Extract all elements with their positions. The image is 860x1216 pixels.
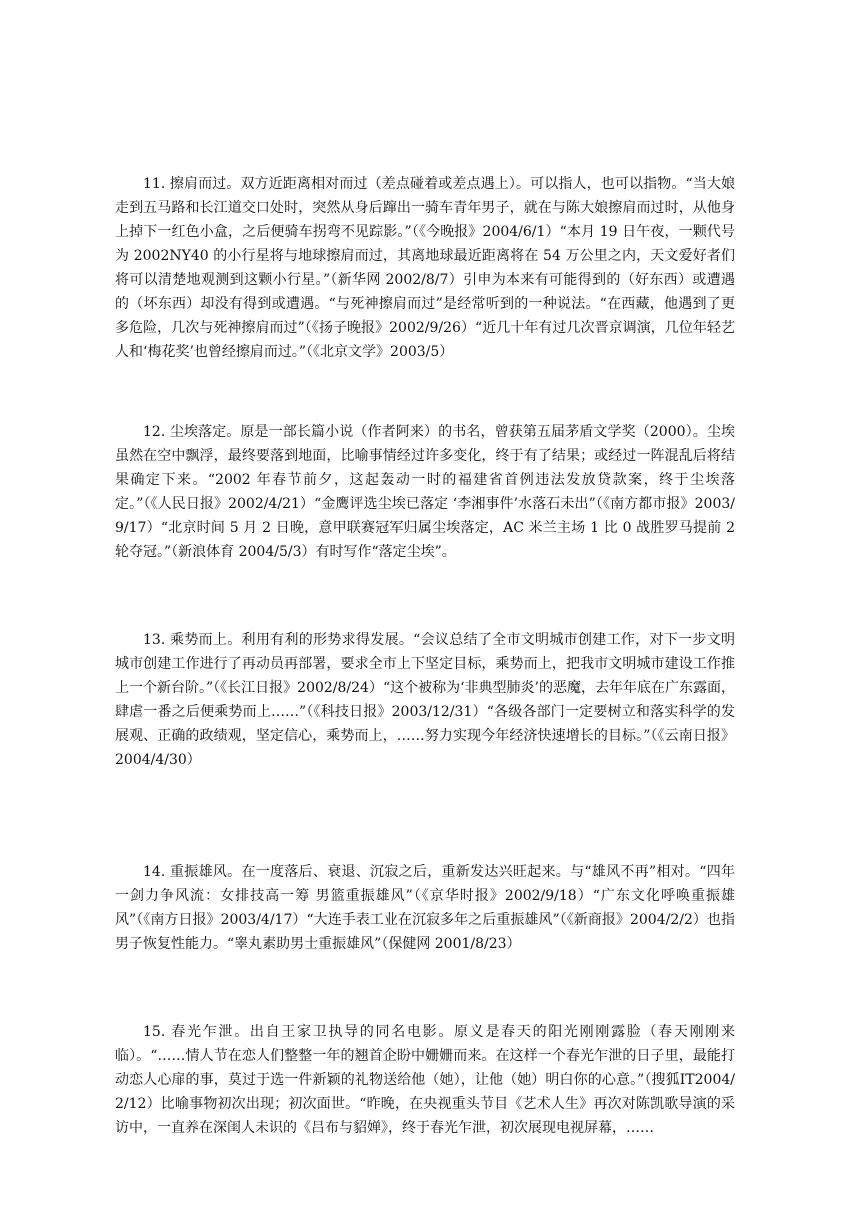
entry-13-paragraph: 13. 乘势而上。利用有利的形势求得发展。“会议总结了全市文明城市创建工作，对下一步文明城市创建工作进行了再动员再部署，要求全市上下坚定目标，乘势而上，把我市文明城市建设工作推上一个新台阶。”（《长江日报》2002/8/24）“这个被称为‘非典型肺炎’的恶魔，去年年底在广东露面，肆虐一番之后便乘势而上……”（《科技日报》2003/12/31）“各级各部门一定要树立和落实科学的发展观、正确的政绩观，坚定信心，乘势而上，……努力实现今年经济快速增长的目标。”（《云南日报》2004/4/30） (115, 632, 735, 768)
entry-15-paragraph: 15. 春光乍泄。出自王家卫执导的同名电影。原义是春天的阳光刚刚露脸（春天刚刚来临）。“……情人节在恋人们整整一年的翘首企盼中姗姗而来。在这样一个春光乍泄的日子里，最能打动恋人心扉的事，莫过于选一件新颖的礼物送给他（她），让他（她）明白你的心意。”（搜狐IT2004/2/12）比喻事物初次出现；初次面世。“昨晚，在央视重头节目《艺术人生》再次对陈凯歌导演的采访中，一直养在深闺人未识的《吕布与貂婵》，终于春光乍泄，初次展现电视屏幕，…… (115, 1024, 735, 1136)
entry-14-paragraph: 14. 重振雄风。在一度落后、衰退、沉寂之后，重新发达兴旺起来。与“雄风不再”相对。“四年一剑力争风流：女排技高一筹 男篮重振雄风”（《京华时报》2002/9/18）“广东文化呼唤重振雄风”（《南方日报》2003/4/17）“大连手表工业在沉寂多年之后重振雄风”（《新商报》2004/2/2）也指男子恢复性能力。“睾丸素助男士重振雄风”（保健网 2001/8/23） (115, 864, 735, 952)
entry-12-paragraph: 12. 尘埃落定。原是一部长篇小说（作者阿来）的书名，曾获第五届茅盾文学奖（2000）。尘埃虽然在空中飘浮，最终要落到地面，比喻事情经过许多变化，终于有了结果；或经过一阵混乱后将结果确定下来。“2002 年春节前夕，这起轰动一时的福建省首例违法发放贷款案，终于尘埃落定。”（《人民日报》2002/4/21）“金鹰评选尘埃已落定 ‘李湘事件’水落石未出”（《南方都市报》2003/9/17）“北京时间 5 月 2 日晚，意甲联赛冠军归属尘埃落定，AC 米兰主场 1 比 0 战胜罗马提前 2 轮夺冠。”（新浪体育 2004/5/3）有时写作“落定尘埃”。 (115, 424, 735, 560)
entry-11-paragraph: 11. 擦肩而过。双方近距离相对而过（差点碰着或差点遇上）。可以指人，也可以指物。“当大娘走到五马路和长江道交口处时，突然从身后蹿出一骑车青年男子，就在与陈大娘擦肩而过时，从他身上掉下一红色小盒，之后便骑车拐弯不见踪影。”（《今晚报》2004/6/1）“本月 19 日午夜，一颗代号为 2002NY40 的小行星将与地球擦肩而过，其离地球最近距离将在 54 万公里之内，天文爱好者们将可以清楚地观测到这颗小行星。”（新华网 2002/8/7）引申为本来有可能得到的（好东西）或遭遇的（坏东西）却没有得到或遭遇。“与死神擦肩而过”是经常听到的一种说法。“在西藏，他遇到了更多危险，几次与死神擦肩而过”（《扬子晚报》2002/9/26）“近几十年有过几次晋京调演，几位年轻艺人和‘梅花奖’也曾经擦肩而过。”（《北京文学》2003/5） (115, 176, 735, 360)
